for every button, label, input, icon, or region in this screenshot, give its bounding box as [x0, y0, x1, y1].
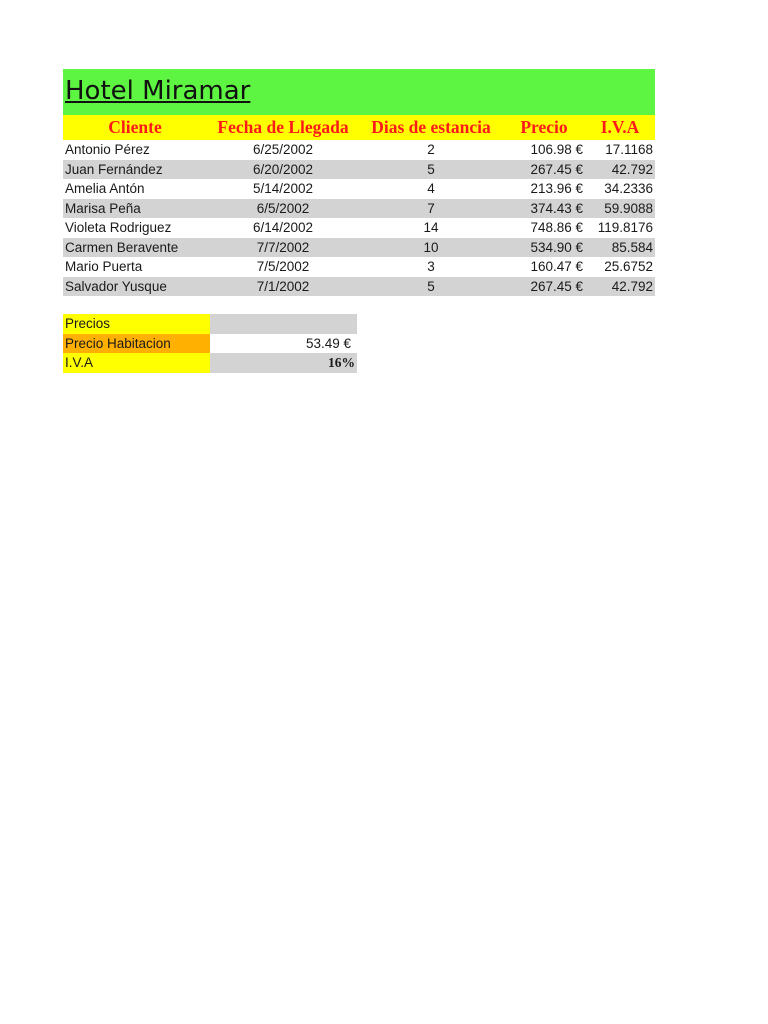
cell-fecha[interactable]: 6/14/2002 — [207, 218, 359, 238]
summary-table — [63, 314, 357, 373]
cell-iva[interactable]: 25.6752 — [585, 257, 655, 277]
cell-iva[interactable]: 34.2336 — [585, 179, 655, 199]
cell-iva[interactable]: 119.8176 — [585, 218, 655, 238]
summary-row-habitacion — [63, 334, 357, 354]
sheet-title: Hotel Miramar — [65, 76, 251, 106]
cell-iva[interactable]: 42.792 — [585, 277, 655, 297]
header-iva: I.V.A — [585, 115, 655, 140]
cell-precio[interactable]: 160.47 € — [503, 257, 585, 277]
table-row — [63, 179, 655, 199]
spreadsheet — [63, 69, 655, 296]
iva-value[interactable]: 16% — [210, 353, 357, 373]
table-row — [63, 238, 655, 258]
cell-precio[interactable]: 374.43 € — [503, 199, 585, 219]
precios-label[interactable]: Precios — [63, 314, 210, 334]
cell-dias[interactable]: 4 — [359, 179, 503, 199]
cell-cliente[interactable]: Violeta Rodriguez — [63, 218, 207, 238]
title-bar — [63, 69, 655, 115]
cell-precio[interactable]: 748.86 € — [503, 218, 585, 238]
cell-fecha[interactable]: 7/1/2002 — [207, 277, 359, 297]
cell-dias[interactable]: 5 — [359, 160, 503, 180]
cell-precio[interactable]: 106.98 € — [503, 140, 585, 160]
cell-cliente[interactable]: Amelia Antón — [63, 179, 207, 199]
table-row — [63, 218, 655, 238]
summary-row-precios — [63, 314, 357, 334]
iva-label[interactable]: I.V.A — [63, 353, 210, 373]
cell-precio[interactable]: 213.96 € — [503, 179, 585, 199]
cell-cliente[interactable]: Juan Fernández — [63, 160, 207, 180]
cell-iva[interactable]: 17.1168 — [585, 140, 655, 160]
header-dias: Dias de estancia — [359, 115, 503, 140]
cell-cliente[interactable]: Antonio Pérez — [63, 140, 207, 160]
cell-cliente[interactable]: Mario Puerta — [63, 257, 207, 277]
price-summary — [63, 314, 357, 373]
cell-fecha[interactable]: 6/5/2002 — [207, 199, 359, 219]
precios-value-cell[interactable] — [210, 314, 357, 334]
cell-precio[interactable]: 267.45 € — [503, 160, 585, 180]
cell-dias[interactable]: 7 — [359, 199, 503, 219]
cell-cliente[interactable]: Marisa Peña — [63, 199, 207, 219]
cell-fecha[interactable]: 7/5/2002 — [207, 257, 359, 277]
cell-iva[interactable]: 85.584 — [585, 238, 655, 258]
header-row — [63, 115, 655, 140]
summary-row-iva — [63, 353, 357, 373]
cell-dias[interactable]: 2 — [359, 140, 503, 160]
table-row — [63, 277, 655, 297]
cell-iva[interactable]: 59.9088 — [585, 199, 655, 219]
cell-dias[interactable]: 14 — [359, 218, 503, 238]
header-fecha: Fecha de Llegada — [207, 115, 359, 140]
cell-cliente[interactable]: Carmen Beravente — [63, 238, 207, 258]
cell-fecha[interactable]: 6/20/2002 — [207, 160, 359, 180]
cell-precio[interactable]: 267.45 € — [503, 277, 585, 297]
precio-habitacion-value[interactable]: 53.49 € — [210, 334, 357, 354]
cell-fecha[interactable]: 6/25/2002 — [207, 140, 359, 160]
cell-dias[interactable]: 10 — [359, 238, 503, 258]
guest-table — [63, 115, 655, 296]
cell-fecha[interactable]: 7/7/2002 — [207, 238, 359, 258]
cell-dias[interactable]: 5 — [359, 277, 503, 297]
cell-iva[interactable]: 42.792 — [585, 160, 655, 180]
header-precio: Precio — [503, 115, 585, 140]
cell-cliente[interactable]: Salvador Yusque — [63, 277, 207, 297]
table-row — [63, 140, 655, 160]
cell-fecha[interactable]: 5/14/2002 — [207, 179, 359, 199]
table-row — [63, 257, 655, 277]
table-row — [63, 199, 655, 219]
cell-dias[interactable]: 3 — [359, 257, 503, 277]
precio-habitacion-label[interactable]: Precio Habitacion — [63, 334, 210, 354]
cell-precio[interactable]: 534.90 € — [503, 238, 585, 258]
header-cliente: Cliente — [63, 115, 207, 140]
table-row — [63, 160, 655, 180]
